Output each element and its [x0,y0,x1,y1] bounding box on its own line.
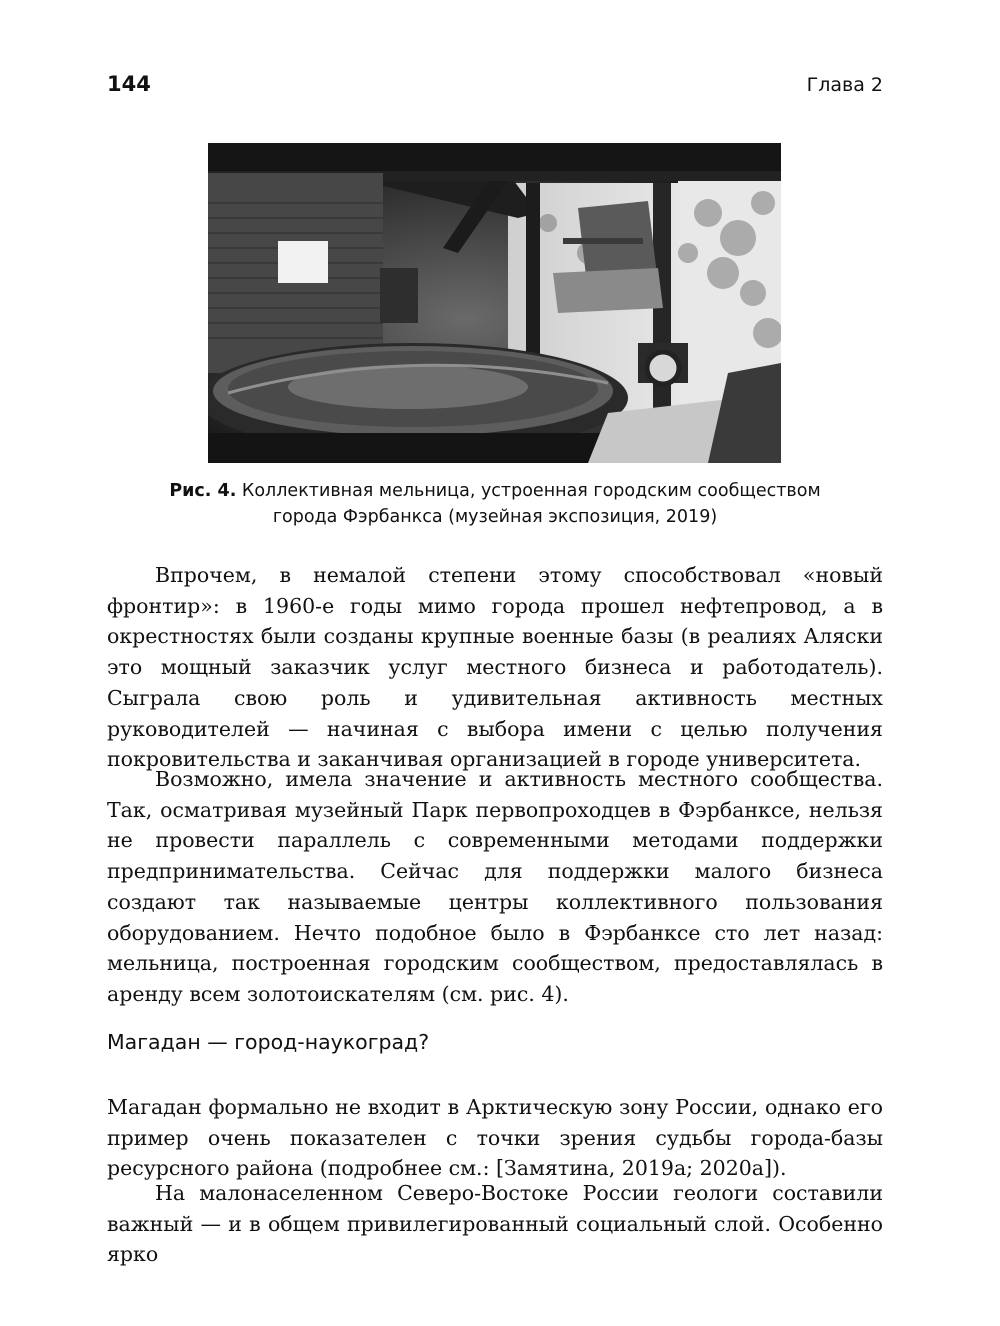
paragraph-community: Возможно, имела значение и активность местного сообщества. Так, осматривая музейный Парк первопроходцев в Фэрбанксе, нельзя не провести параллель с современными методами поддержки предпринимательства. Сейчас для поддержки малого бизнеса создают так называемые центры коллективного пользования оборудованием. Нечто подобное было в Фэрбанксе сто лет назад: мельница, построенная городским сообществом, предоставлялась в аренду всем золотоискателям (см. рис. 4). [107,767,883,1006]
section-heading: Магадан — город-наукоград? [107,1030,430,1054]
paragraph-magadan: Магадан формально не входит в Арктическую зону России, однако его пример очень показателен с точки зрения судьбы города-базы ресурсного района (подробнее см.: [Замятина, 2019а; 2020а]). [107,1095,883,1181]
caption-text: Коллективная мельница, устроенная городским сообществом города Фэрбанкса (музейная экспозиция, 2019) [236,481,821,527]
figure-photo-mill [208,143,781,463]
paragraph-frontier: Впрочем, в немалой степени этому способствовал «новый фронтир»: в 1960-е годы мимо города прошел нефтепровод, а в окрестностях были созданы крупные военные базы (в реалиях Аляски это мощный заказчик услуг местного бизнеса и работодатель). Сыграла свою роль и удивительная активность местных руководителей — начиная с выбора имени с целью получения покровительства и заканчивая организацией в городе университета. [107,563,883,772]
caption-label: Рис. 4. [169,481,237,501]
page-number: 144 [107,72,151,96]
figure-caption [150,478,840,530]
paragraph-geologists: На малонаселенном Северо-Востоке России геологи составили важный — и в общем привилегированный социальный слой. Особенно ярко [107,1181,883,1267]
chapter-title: Глава 2 [806,74,883,96]
